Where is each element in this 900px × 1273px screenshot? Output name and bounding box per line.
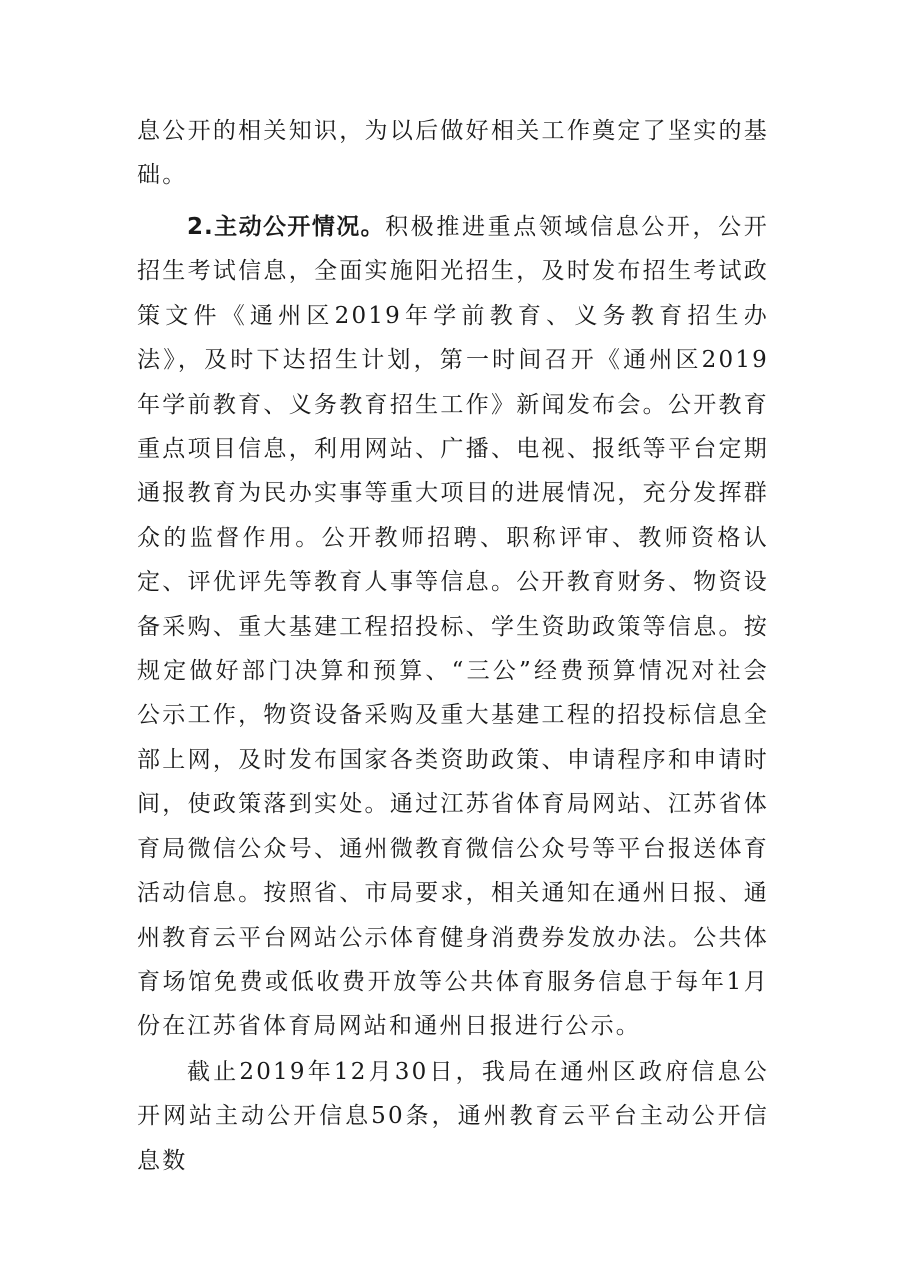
section-statistics: [137, 1050, 769, 1183]
paragraph-continued: 息公开的相关知识，为以后做好相关工作奠定了坚实的基础。: [137, 118, 769, 189]
section-body-text: 积极推进重点领域信息公开，公开招生考试信息，全面实施阳光招生，及时发布招生考试政策文件《通州区2019年学前教育、义务教育招生办法》，及时下达招生计划，第一时间召开《通州区2019年学前教育、义务教育招生工作》新闻发布会。公开教育重点项目信息，利用网站、广播、电视、报纸等平台定期通报教育为民办实事等重大项目的进展情况，充分发挥群众的监督作用。公开教师招聘、职称评审、教师资格认定、评优评先等教育人事等信息。公开教育财务、物资设备采购、重大基建工程招投标、学生资助政策等信息。按规定做好部门决算和预算、“三公”经费预算情况对社会公示工作，物资设备采购及重大基建工程的招投标信息全部上网，及时发布国家各类资助政策、申请程序和申请时间，使政策落到实处。通过江苏省体育局网站、江苏省体育局微信公众号、通州微教育微信公众号等平台报送体育活动信息。按照省、市局要求，相关通知在通州日报、通州教育云平台网站公示体育健身消费券发放办法。公共体育场馆免费或低收费开放等公共体育服务信息于每年1月份在江苏省体育局网站和通州日报进行公示。: [137, 214, 769, 1040]
section-heading: 2.主动公开情况。: [187, 214, 386, 240]
document-body: [137, 109, 769, 198]
paragraph-active-disclosure: [137, 205, 769, 1049]
section-active-disclosure: [137, 205, 769, 1049]
paragraph-statistics: 截止2019年12月30日，我局在通州区政府信息公开网站主动公开信息50条，通州教育云平台主动公开信息数: [137, 1059, 769, 1174]
